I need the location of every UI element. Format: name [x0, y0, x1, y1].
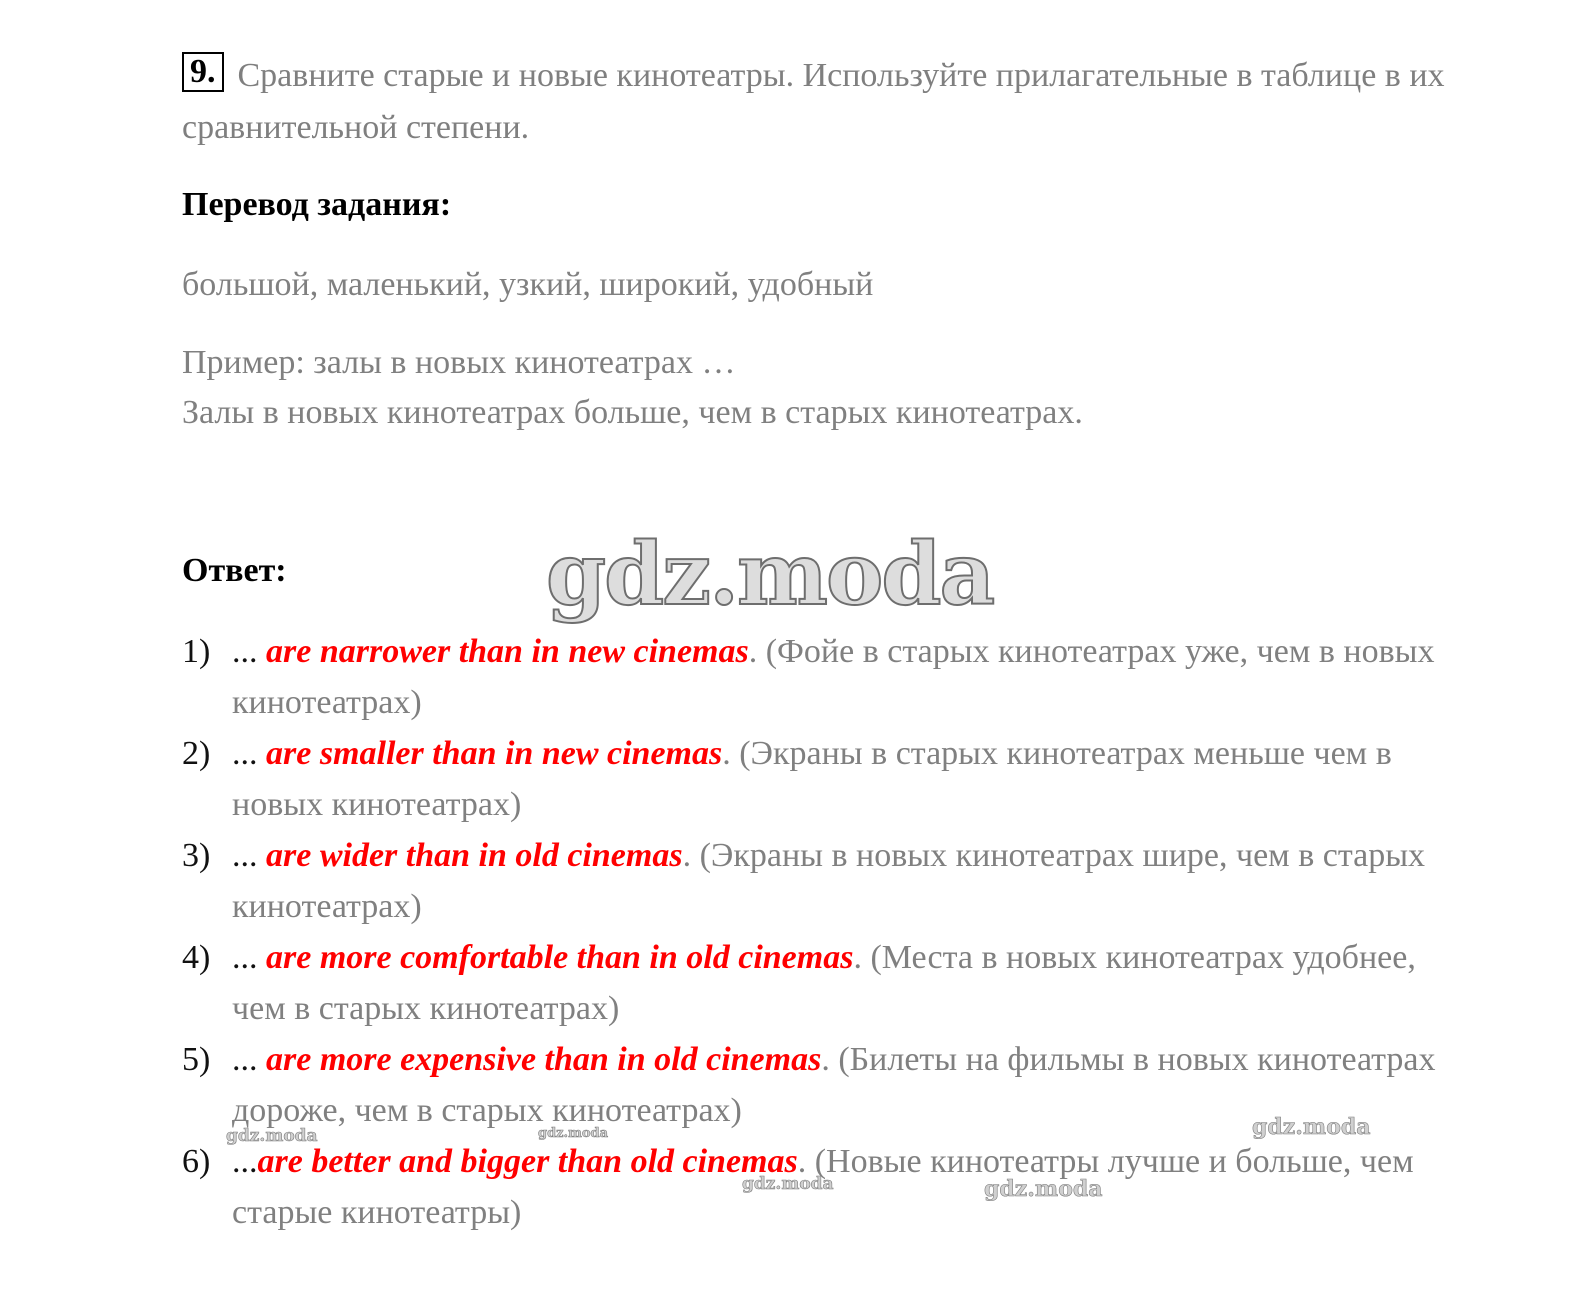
task-number: 9.	[182, 52, 224, 92]
answer-list	[182, 626, 1472, 1238]
watermark-small: gdz.moda	[984, 1176, 1103, 1202]
answer-item	[182, 830, 1472, 932]
answer-text: are narrower than in new cinemas	[266, 633, 749, 670]
answer-number: 6)	[182, 1143, 211, 1180]
translation-heading: Перевод задания:	[182, 186, 452, 223]
watermark-logo: gdz.moda	[546, 524, 994, 625]
answer-heading: Ответ:	[182, 552, 287, 589]
task-instruction	[182, 50, 1482, 154]
answer-prefix: ...	[232, 837, 266, 874]
answer-number: 5)	[182, 1041, 211, 1078]
watermark-small: gdz.moda	[1252, 1114, 1371, 1140]
answer-text: are more comfortable than in old cinemas	[266, 939, 854, 976]
example-answer: Залы в новых кинотеатрах больше, чем в старых кинотеатрах.	[182, 394, 1083, 431]
task-instruction-text: Сравните старые и новые кинотеатры. Используйте прилагательные в таблице в их сравнительной степени.	[182, 57, 1445, 146]
answer-translation: . (Новые кинотеатры лучше и больше, чем старые кинотеатры)	[232, 1143, 1414, 1231]
answer-prefix: ...	[232, 1041, 266, 1078]
answer-item	[182, 932, 1472, 1034]
answer-text: are smaller than in new cinemas	[266, 735, 723, 772]
answer-translation: . (Экраны в старых кинотеатрах меньше чем в новых кинотеатрах)	[232, 735, 1392, 823]
answer-translation: . (Билеты на фильмы в новых кинотеатрах дороже, чем в старых кинотеатрах)	[232, 1041, 1436, 1129]
answer-translation: . (Места в новых кинотеатрах удобнее, чем в старых кинотеатрах)	[232, 939, 1416, 1027]
answer-text: are more expensive than in old cinemas	[266, 1041, 822, 1078]
answer-translation: . (Экраны в новых кинотеатрах шире, чем в старых кинотеатрах)	[232, 837, 1426, 925]
answer-text: are better and bigger than old cinemas	[257, 1143, 798, 1180]
watermark-small: gdz.moda	[742, 1174, 834, 1194]
answer-number: 4)	[182, 939, 211, 976]
answer-prefix: ...	[232, 939, 266, 976]
answer-prefix: ...	[232, 735, 266, 772]
watermark-small: gdz.moda	[226, 1126, 318, 1146]
example-prompt: Пример: залы в новых кинотеатрах …	[182, 344, 736, 381]
answer-number: 1)	[182, 633, 211, 670]
answer-translation: . (Фойе в старых кинотеатрах уже, чем в новых кинотеатрах)	[232, 633, 1435, 721]
answer-item	[182, 626, 1472, 728]
answer-text: are wider than in old cinemas	[266, 837, 683, 874]
answer-prefix: ...	[232, 633, 266, 670]
answer-prefix: ...	[232, 1143, 258, 1180]
answer-number: 2)	[182, 735, 211, 772]
adjectives-list: большой, маленький, узкий, широкий, удобный	[182, 266, 874, 303]
answer-item	[182, 728, 1472, 830]
answer-number: 3)	[182, 837, 211, 874]
watermark-small: gdz.moda	[538, 1126, 609, 1141]
